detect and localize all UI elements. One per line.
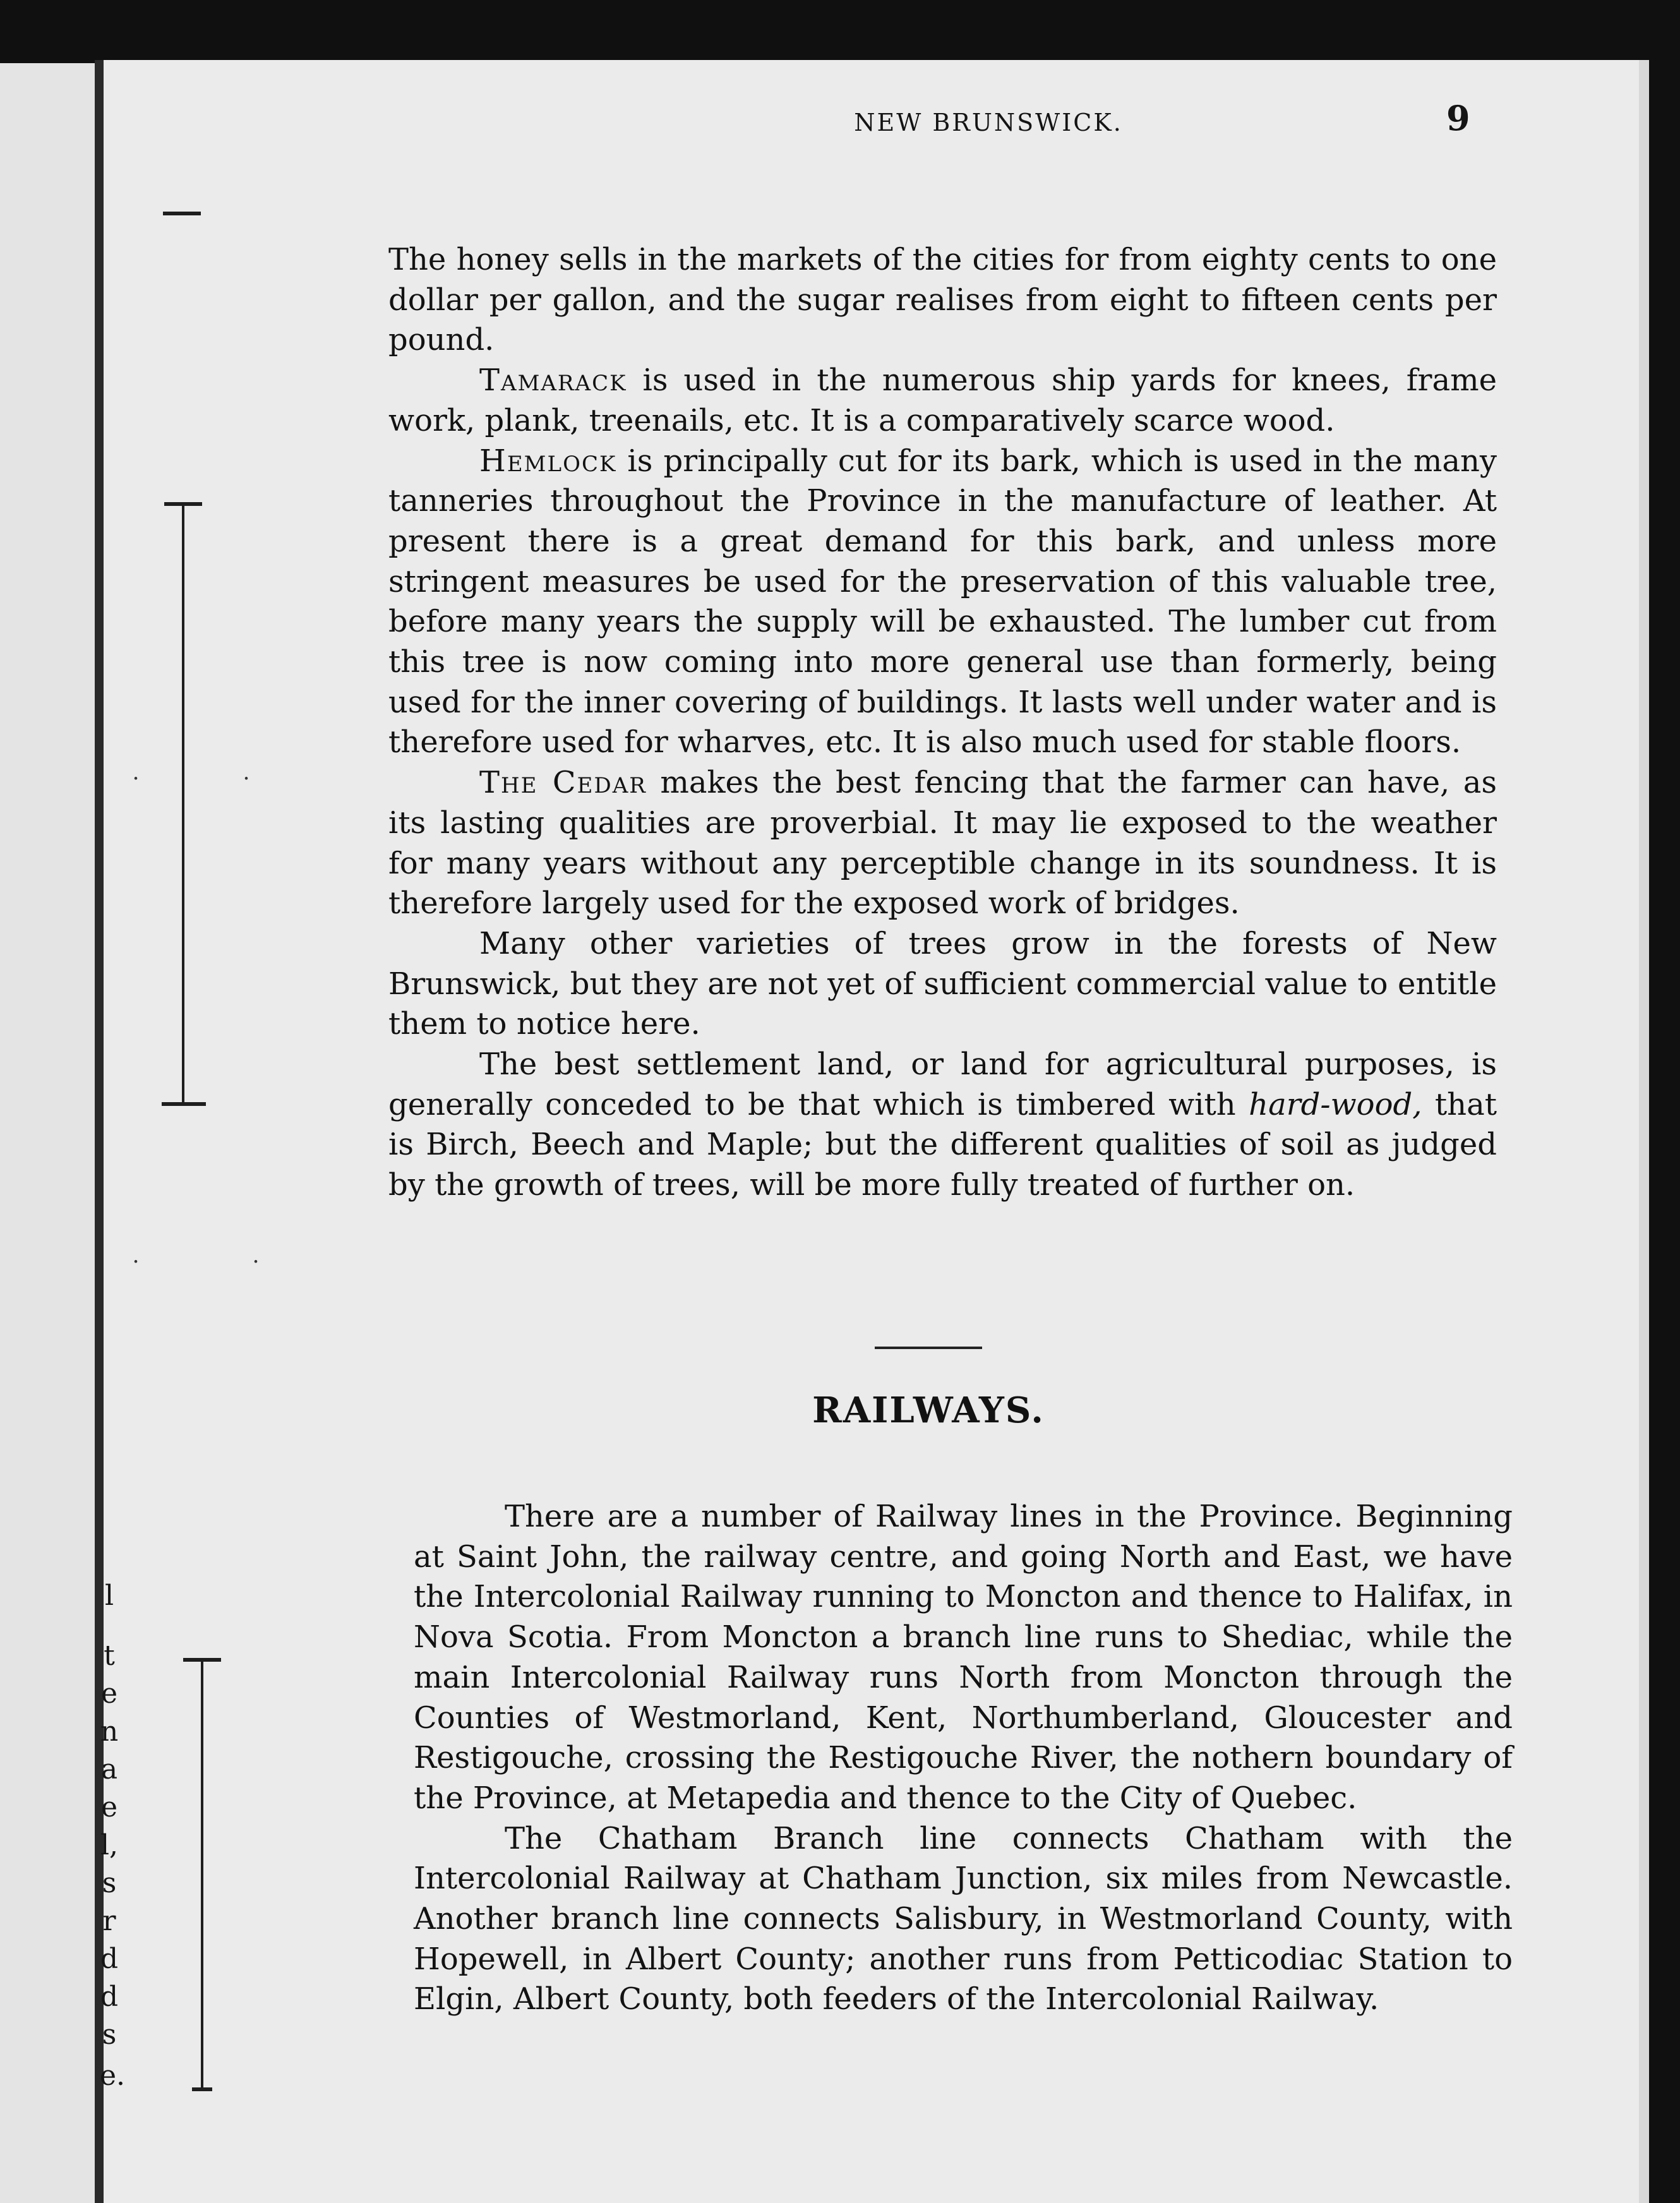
edge-letter: a <box>100 1753 118 1786</box>
paragraph <box>388 924 1497 1045</box>
edge-letter: t <box>104 1640 115 1672</box>
paragraph-text: that is Birch, Beech and Maple; but the different qualities of soil as judged by the growth of trees, will be more fully treated of further on. <box>388 1086 1497 1203</box>
edge-letter: s <box>102 1867 117 1899</box>
left-margin <box>95 60 189 2203</box>
paragraph-text: The best settlement land, or land for agricultural purposes, is generally conceded to be that which is timbered with <box>388 1047 1497 1122</box>
margin-tick: ˙ <box>129 774 142 803</box>
margin-tick: ˙ <box>240 774 253 803</box>
edge-letter: d <box>100 1981 119 2013</box>
edge-letter: l, <box>100 1829 119 1861</box>
emphasis-text: hard-wood, <box>1249 1086 1422 1122</box>
paragraph-text: The honey sells in the markets of the cities for from eighty cents to one dollar per gallon, and the sugar realises from eight to fifteen cents per pound. <box>388 242 1497 358</box>
paragraph <box>388 441 1497 764</box>
paragraph-text: Many other varieties of trees grow in the forests of New Brunswick, but they are not yet of sufficient commercial value to entitle them to notice here. <box>388 925 1497 1042</box>
section-heading: RAILWAYS. <box>812 1390 1045 1431</box>
paragraph: There are a number of Railway lines in the Province. Beginning at Saint John, the railway centre, and going North and East, we have the Intercolonial Railway running to Moncton and thence to Halifax, in Nova Scotia. From Moncton a branch line runs to Shediac, while the main Intercolonial Railway runs North from Moncton through the Counties of Westmorland, Kent, Northumberland, Gloucester and Restigouche, crossing the Restigouche River, the nothern boundary of the Province, at Metapedia and thence to the City of Quebec. <box>414 1499 1513 1816</box>
paragraph <box>388 240 1497 361</box>
tree-name: Tamarack <box>479 363 627 399</box>
edge-letter: e. <box>100 2060 126 2092</box>
tree-name: The Cedar <box>479 765 647 801</box>
adjacent-page-edge <box>0 63 107 2203</box>
running-head: NEW BRUNSWICK. <box>854 109 1123 136</box>
section-divider <box>875 1347 982 1349</box>
paragraph-text: is principally cut for its bark, which is used in the many tanneries throughout the Province in the manufacture of leather. At present there is a great demand for this bark, and unless more stringent measures be used for the preservation of this valuable tree, before many years the supply will be exhausted. The lumber cut from this tree is now coming into more general use than formerly, being used for the inner covering of buildings. It lasts well under water and is therefore used for wharves, etc. It is also much used for stable floors. <box>388 443 1497 760</box>
edge-letter: s <box>102 2019 117 2051</box>
edge-letter: d <box>100 1943 119 1975</box>
railways-text <box>414 1497 1513 2020</box>
paragraph <box>388 1045 1497 1206</box>
edge-letter: n <box>100 1715 119 1748</box>
paragraph-text: is used in the numerous ship yards for knees, frame work, plank, treenails, etc. It is a comparatively scarce wood. <box>388 363 1497 438</box>
margin-tick: ˙ <box>249 1257 262 1286</box>
tree-name: Hemlock <box>479 443 617 479</box>
paragraph: The Chatham Branch line connects Chatham with the Intercolonial Railway at Chatham Junction, six miles from Newcastle. Another branch line connects Salisbury, in Westmorland County, with Hopewell, in Albert County; another runs from Petticodiac Station to Elgin, Albert County, both feeders of the Intercolonial Railway. <box>414 1820 1513 2017</box>
paragraph <box>388 361 1497 441</box>
paragraph <box>388 763 1497 924</box>
page-number: 9 <box>1446 98 1470 138</box>
margin-tick: ˙ <box>129 1257 142 1286</box>
edge-letter: r <box>102 1905 116 1937</box>
edge-letter: e <box>100 1791 118 1823</box>
edge-letter: e <box>100 1678 118 1710</box>
body-text <box>388 240 1497 1206</box>
paragraph-text: makes the best fencing that the farmer can have, as its lasting qualities are proverbial. It may lie exposed to the weather for many years without any perceptible change in its soundness. It is therefore largely used for the exposed work of bridges. <box>388 765 1497 921</box>
edge-letter: l <box>104 1580 114 1612</box>
